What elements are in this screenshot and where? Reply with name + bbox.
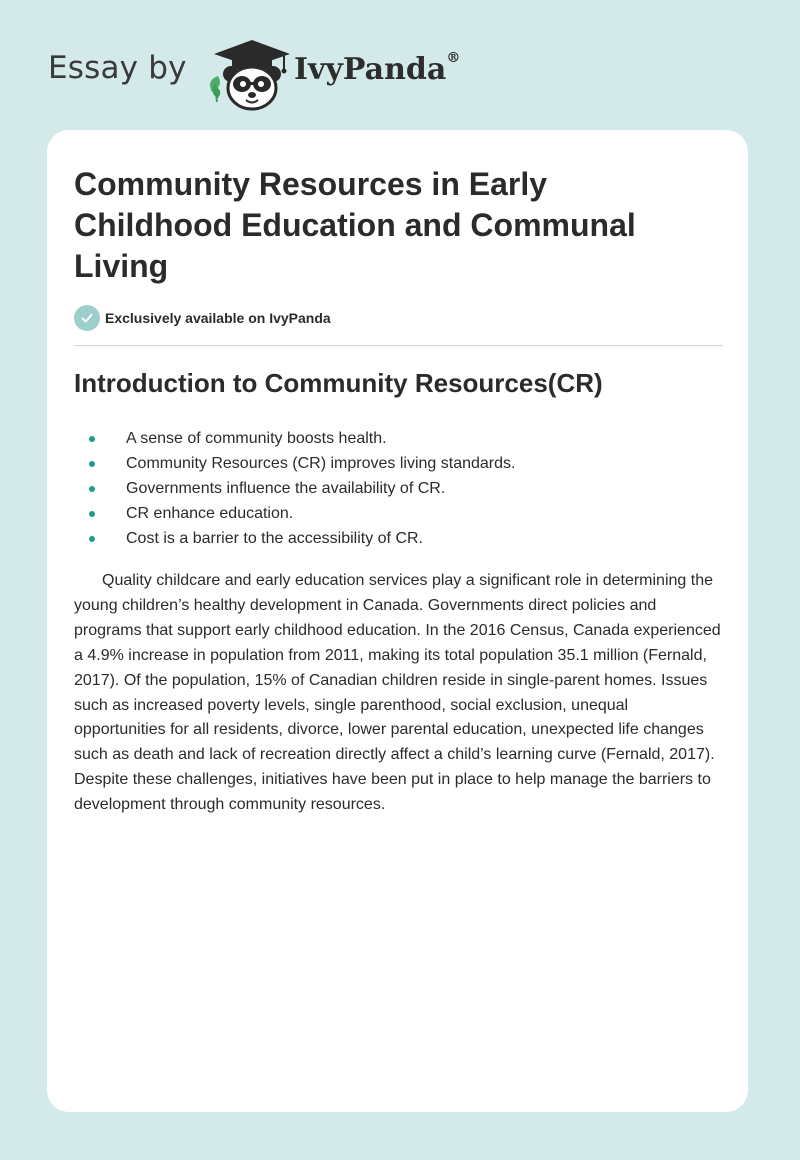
list-item — [74, 426, 515, 451]
essay-by-label: Essay by — [48, 50, 187, 86]
bullet-list — [74, 426, 515, 551]
list-item-text: A sense of community boosts health. — [126, 430, 387, 447]
divider — [74, 345, 723, 346]
exclusive-badge-label: Exclusively available on IvyPanda — [105, 310, 331, 326]
list-item-text: CR enhance education. — [126, 505, 294, 522]
section-heading: Introduction to Community Resources(CR) — [74, 368, 603, 398]
list-item — [74, 501, 515, 526]
bullet-dot-icon — [89, 461, 95, 467]
list-item — [74, 476, 515, 501]
bullet-dot-icon — [89, 511, 95, 517]
list-item-text: Governments influence the availability of CR. — [126, 480, 446, 497]
check-icon — [74, 305, 100, 331]
list-item-text: Cost is a barrier to the accessibility of CR. — [126, 530, 423, 547]
bullet-dot-icon — [89, 436, 95, 442]
list-item-text: Community Resources (CR) improves living standards. — [126, 455, 516, 472]
registered-mark: ® — [446, 50, 461, 66]
body-paragraph: Quality childcare and early education services play a significant role in determining the young children’s healthy development in Canada. Governments direct policies and programs that support early childhood education. In the 2016 Census, Canada experienced a 4.9% increase in population from 2011, making its total population 35.1 million (Fernald, 2017). Of the population, 15% of Canadian children reside in single-parent homes. Issues such as increased poverty levels, single parenthood, social exclusion, unequal opportunities for all residents, divorce, lower parental education, unexpected life changes such as death and lack of recreation directly affect a child’s learning curve (Fernald, 2017). Despite these challenges, initiatives have been put in place to help manage the barriers to development through community resources. — [74, 572, 721, 814]
list-item — [74, 526, 515, 551]
exclusive-badge — [74, 305, 331, 331]
panda-graduate-icon[interactable] — [204, 36, 300, 112]
brand-text: IvyPanda — [294, 52, 447, 87]
article-title: Community Resources in Early Childhood Education and Communal Living — [74, 166, 636, 284]
article-card — [47, 130, 748, 1112]
bullet-dot-icon — [89, 536, 95, 542]
brand-name[interactable] — [294, 52, 460, 87]
bullet-dot-icon — [89, 486, 95, 492]
list-item — [74, 451, 515, 476]
